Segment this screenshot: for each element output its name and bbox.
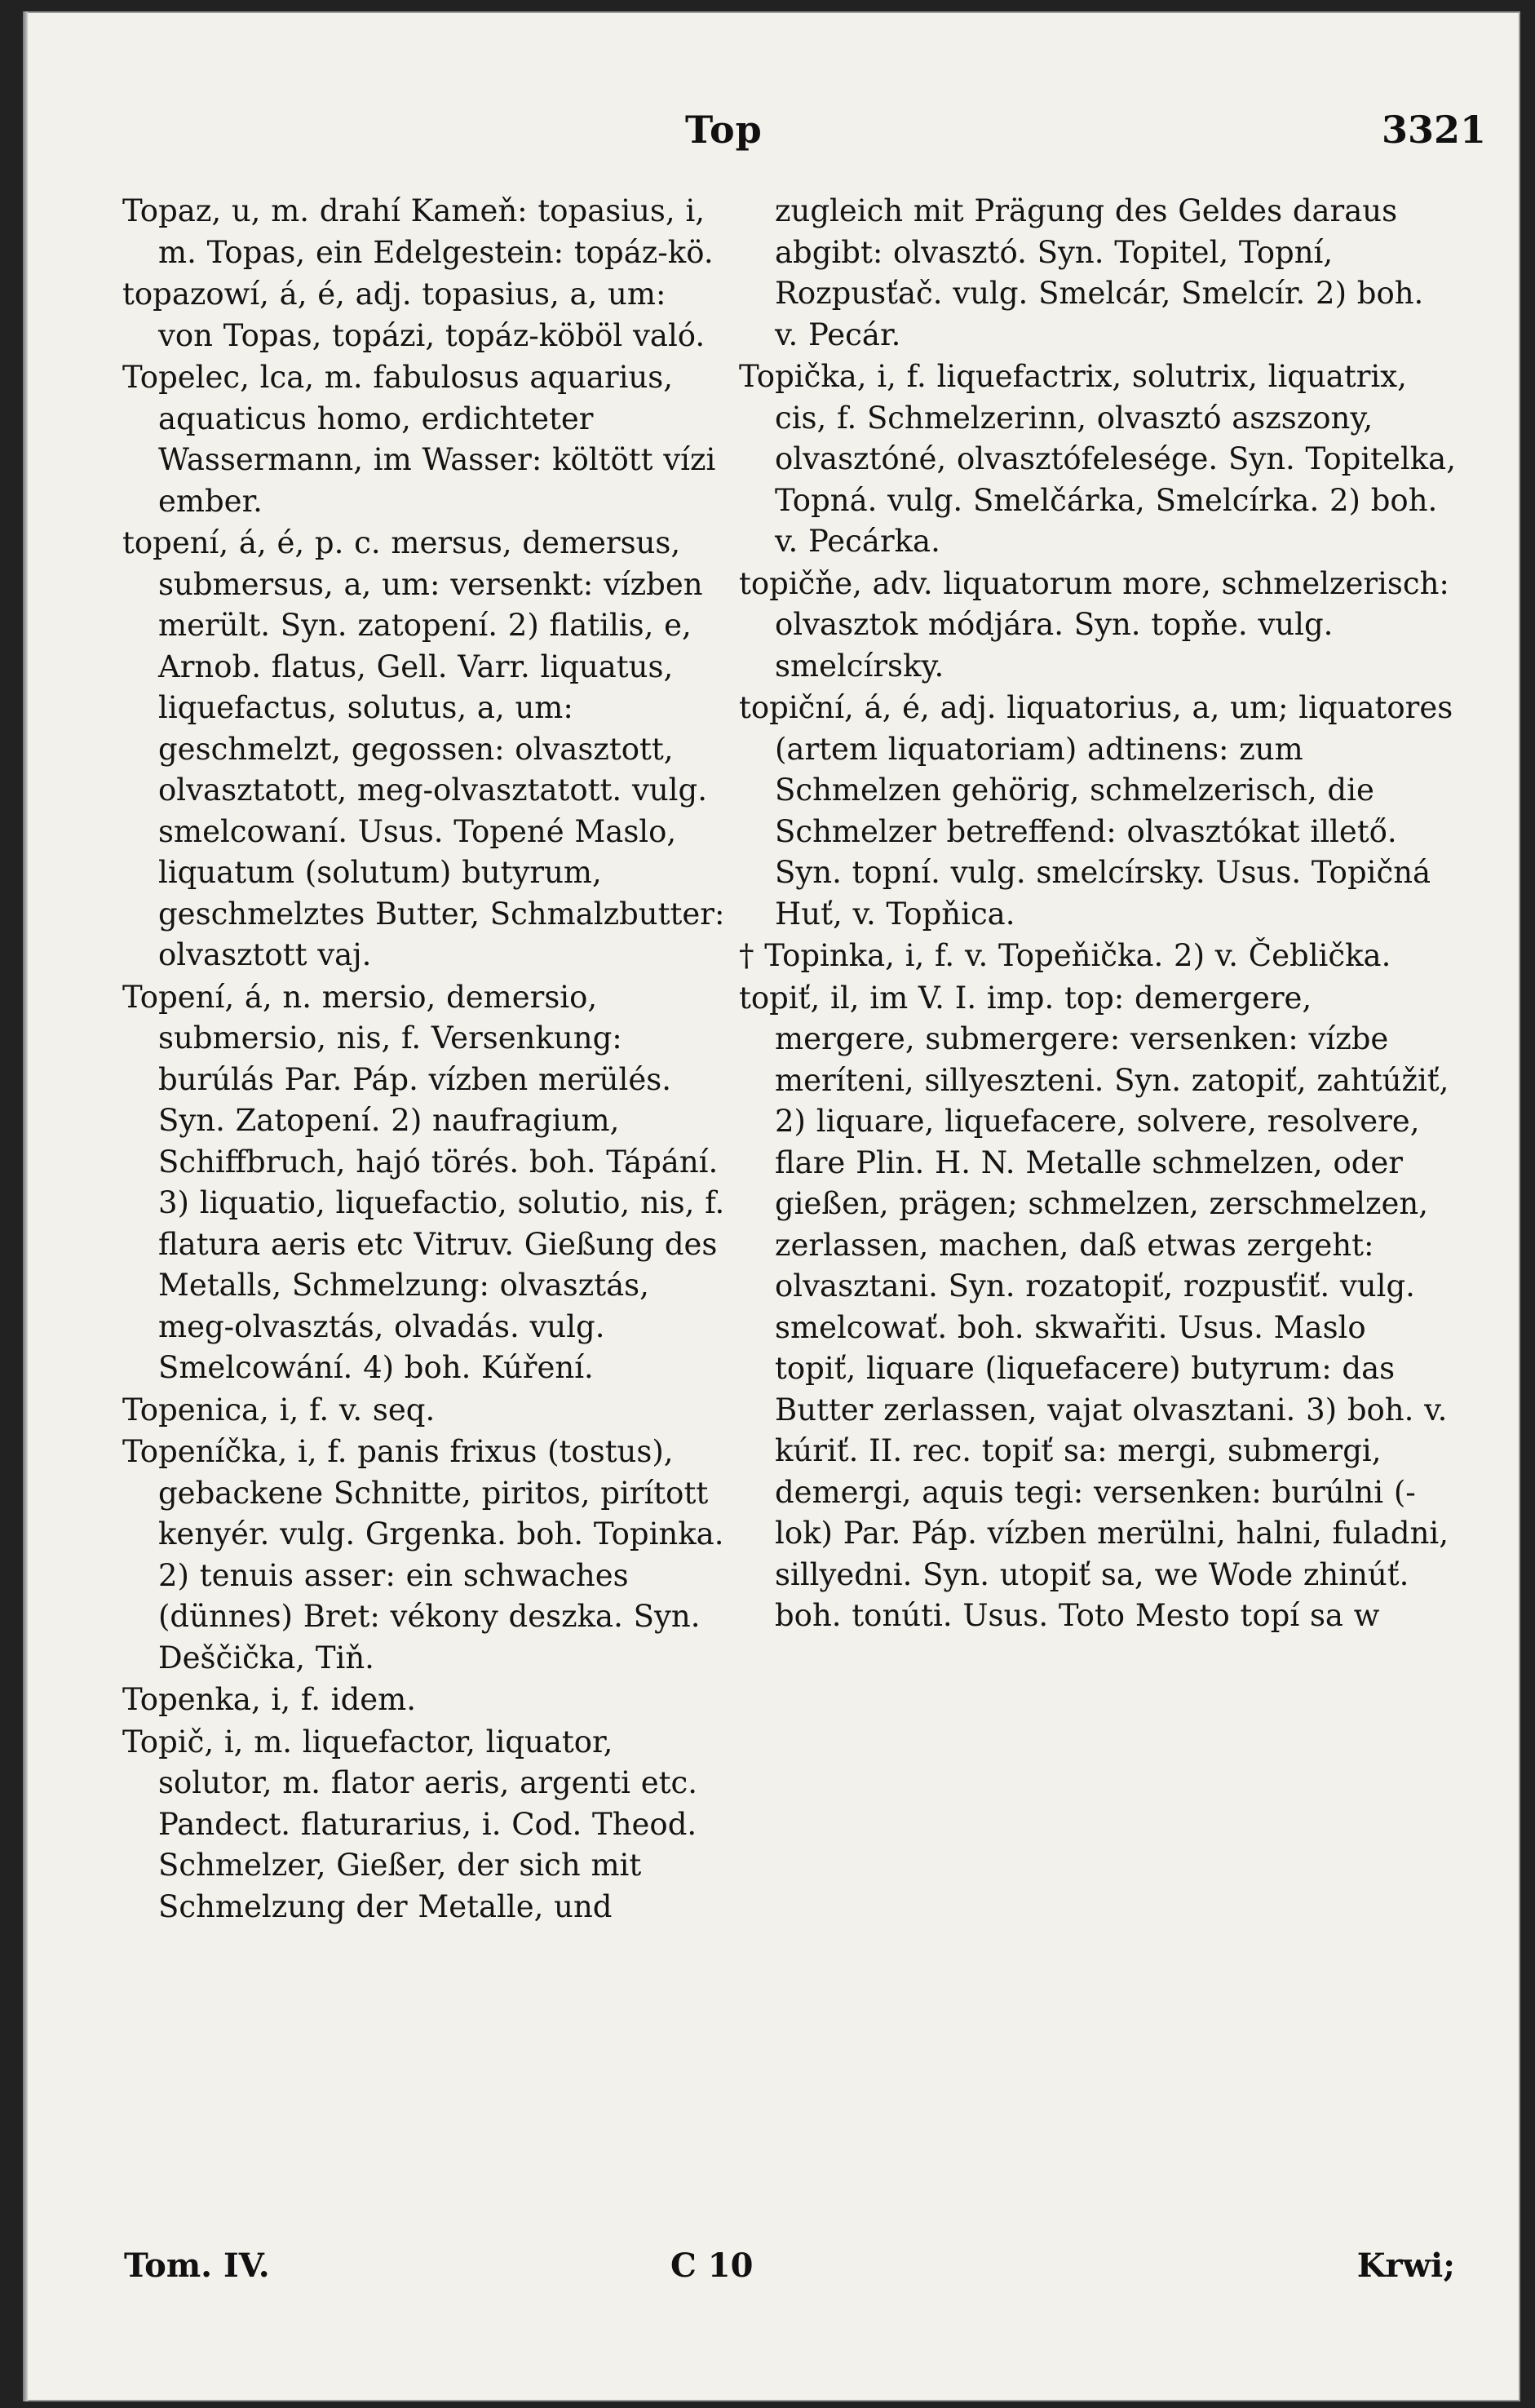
entry-topeni-noun: Topení, á, n. mersio, demersio, submersio, nis, f. Versenkung: burúlás Par. Páp. vízben merülés. Syn. Zatopení. 2) naufragium, Schiffbruch, hajó törés. boh. Tápání. 3) liquatio, liquefactio, solutio, nis, f. flatura aeris etc Vitruv. Gießung des Metalls, Schmelzung: olvasztás, meg-olvasztás, olvadás. vulg. Smelcowání. 4) boh. Kúření.: [122, 979, 725, 1385]
entry-topicni: topiční, á, é, adj. liquatorius, a, um; liquatores (artem liquatoriam) adtinens: zum Schmelzen gehörig, schmelzerisch, die Schmelzer betreffend: olvasztókat illető. Syn. topní. vulg. smelcírsky. Usus. Topičná Huť, v. Topňica.: [739, 690, 1453, 932]
entry-topazowi: topazowí, á, é, adj. topasius, a, um: von Topas, topázi, topáz-köböl való.: [122, 277, 706, 353]
volume-mark: Tom. IV.: [124, 2246, 270, 2285]
page-spine: [23, 11, 28, 2401]
dictionary-page: [23, 11, 1520, 2401]
catchword: Krwi;: [1356, 2246, 1455, 2285]
page-footer: [23, 2246, 1520, 2295]
left-column: [122, 191, 726, 1928]
header-title: Top: [685, 108, 763, 152]
entry-topaz: Topaz, u, m. drahí Kameň: topasius, i, m. Topas, ein Edelgestein: topáz-kö.: [122, 193, 714, 270]
entry-topit: topiť, il, im V. I. imp. top: demergere, mergere, submergere: versenken: vízbe meríteni, sillyeszteni. Syn. zatopiť, zahtúžiť, 2) liquare, liquefacere, solvere, resolvere, flare Plin. H. N. Metalle schmelzen, oder gießen, prägen; schmelzen, zerschmelzen, zerlassen, machen, daß etwas zergeht: olvasztani. Syn. rozatopiť, rozpusťiť. vulg. smelcowať. boh. skwařiti. Usus. Maslo topiť, liquare (liquefacere) butyrum: das Butter zerlassen, vajat olvasztani. 3) boh. v. kúriť. II. rec. topiť sa: mergi, submergi, demergi, aquis tegi: versenken: burúlni (-lok) Par. Páp. vízben merülni, halni, fuladni, sillyedni. Syn. utopiť sa, we Wode zhinúť. boh. tonúti. Usus. Toto Mesto topí sa w: [739, 980, 1449, 1633]
entry-topenicka: Topeníčka, i, f. panis frixus (tostus), gebackene Schnitte, piritos, pirított kenyér. vulg. Grgenka. boh. Topinka. 2) tenuis asser: ein schwaches (dünnes) Bret: vékony deszka. Syn. Deščička, Tiň.: [122, 1434, 724, 1675]
entry-topenica: Topenica, i, f. v. seq.: [122, 1392, 436, 1428]
entry-topicne: topičňe, adv. liquatorum more, schmelzerisch: olvasztok módjára. Syn. topňe. vulg. smelcírsky.: [739, 565, 1449, 684]
entry-topicka: Topička, i, f. liquefactrix, solutrix, liquatrix, cis, f. Schmelzerinn, olvasztó aszszony, olvasztóné, olvasztófelesége. Syn. Topitelka, Topná. vulg. Smelčárka, Smelcírka. 2) boh. v. Pecárka.: [739, 359, 1456, 559]
entry-topenka: Topenka, i, f. idem.: [122, 1682, 417, 1717]
entry-topic: Topič, i, m. liquefactor, liquator, solutor, m. flator aeris, argenti etc. Pandect. flaturarius, i. Cod. Theod. Schmelzer, Gießer, der sich mit Schmelzung der Metalle, und: [122, 1724, 698, 1924]
signature-mark: C 10: [670, 2246, 754, 2285]
entry-topeni-adj: topení, á, é, p. c. mersus, demersus, submersus, a, um: versenkt: vízben merült. Syn. zatopení. 2) flatilis, e, Arnob. flatus, Gell. Varr. liquatus, liquefactus, solutus, a, um: geschmelzt, gegossen: olvasztott, olvasztatott, meg-olvasztatott. vulg. smelcowaní. Usus. Topené Maslo, liquatum (solutum) butyrum, geschmelztes Butter, Schmalzbutter: olvasztott vaj.: [122, 525, 725, 972]
entry-topic-continued: zugleich mit Prägung des Geldes daraus abgibt: olvasztó. Syn. Topitel, Topní, Rozpusťač. vulg. Smelcár, Smelcír. 2) boh. v. Pecár.: [775, 193, 1424, 352]
right-column: [739, 191, 1457, 1638]
page-number: 3321: [1381, 108, 1486, 152]
running-header: [23, 108, 1520, 165]
entry-topelec: Topelec, lca, m. fabulosus aquarius, aquaticus homo, erdichteter Wassermann, im Wasser: költött vízi ember.: [122, 360, 716, 519]
entry-topinka: † Topinka, i, f. v. Topeňička. 2) v. Čeblička.: [739, 938, 1391, 973]
